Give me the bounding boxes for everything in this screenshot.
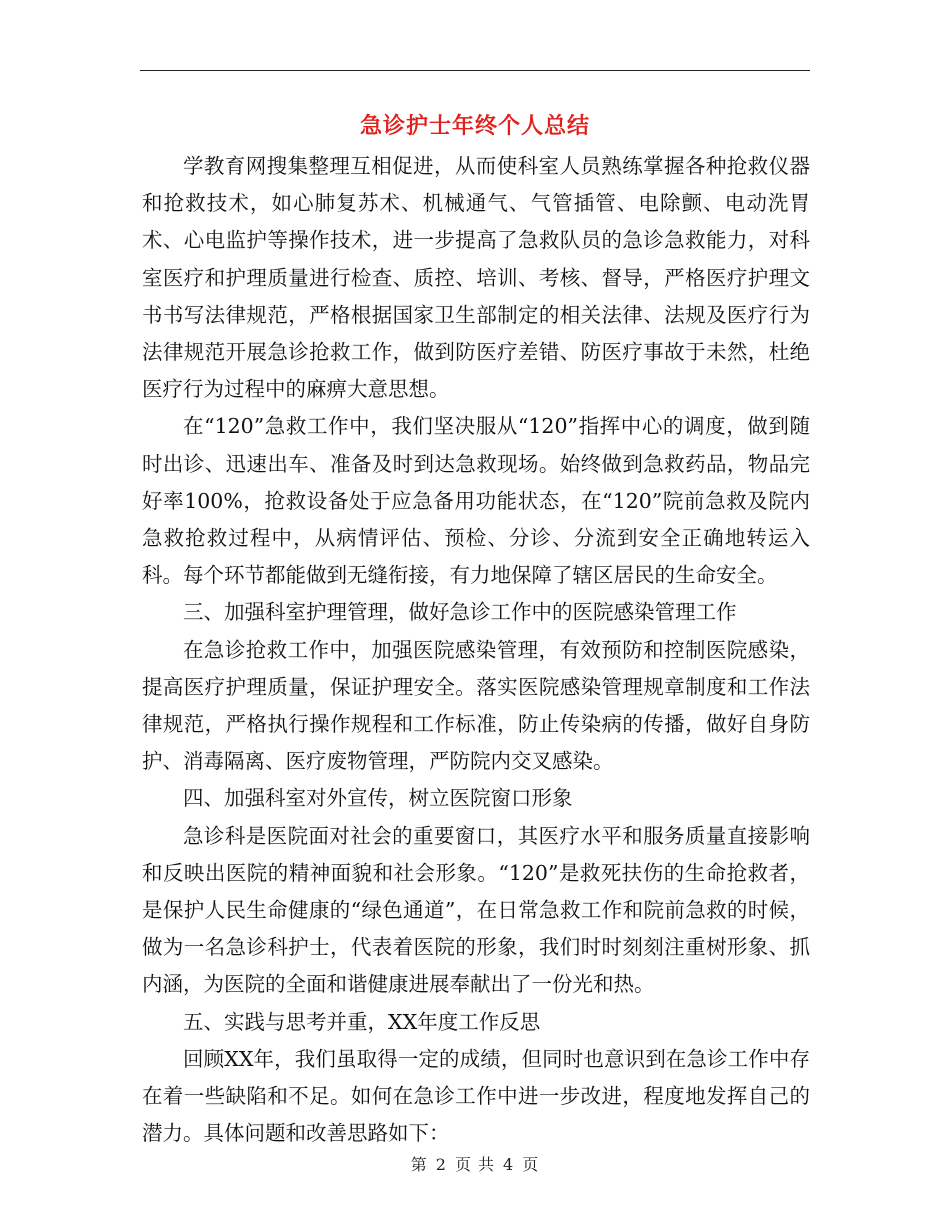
page-footer: [0, 1152, 950, 1175]
paragraph: 回顾XX年，我们虽取得一定的成绩，但同时也意识到在急诊工作中存在着一些缺陷和不足。如何在急诊工作中进一步改进，程度地发挥自己的潜力。具体问题和改善思路如下：: [142, 1046, 810, 1146]
paragraph: 在急诊抢救工作中，加强医院感染管理，有效预防和控制医院感染，提高医疗护理质量，保证护理安全。落实医院感染管理规章制度和工作法律规范，严格执行操作规程和工作标准，防止传染病的传播，做好自身防护、消毒隔离、医疗废物管理，严防院内交叉感染。: [142, 637, 810, 774]
footer-total-pages: 4: [503, 1155, 515, 1174]
document-body: [142, 148, 810, 1152]
section-heading: 五、实践与思考并重，XX年度工作反思: [183, 1009, 541, 1034]
section-heading: 四、加强科室对外宣传，树立医院窗口形象: [183, 786, 573, 811]
footer-middle: 页 共: [454, 1155, 496, 1174]
header-rule: [140, 70, 810, 71]
section-heading: 三、加强科室护理管理，做好急诊工作中的医院感染管理工作: [183, 600, 737, 625]
document-title: 急诊护士年终个人总结: [359, 113, 590, 139]
footer-suffix: 页: [522, 1155, 540, 1174]
footer-page-number: 2: [435, 1155, 447, 1174]
paragraph: 学教育网搜集整理互相促进，从而使科室人员熟练掌握各种抢救仪器和抢救技术，如心肺复苏术、机械通气、气管插管、电除颤、电动洗胃术、心电监护等操作技术，进一步提高了急救队员的急诊急救能力，对科室医疗和护理质量进行检查、质控、培训、考核、督导，严格医疗护理文书书写法律规范，严格根据国家卫生部制定的相关法律、法规及医疗行为法律规范开展急诊抢救工作，做到防医疗差错、防医疗事故于未然，杜绝医疗行为过程中的麻痹大意思想。: [142, 154, 810, 402]
footer-prefix: 第: [410, 1155, 428, 1174]
paragraph: 急诊科是医院面对社会的重要窗口，其医疗水平和服务质量直接影响和反映出医院的精神面貌和社会形象。“120”是救死扶伤的生命抢救者，是保护人民生命健康的“绿色通道”，在日常急救工作和院前急救的时候，做为一名急诊科护士，代表着医院的形象，我们时时刻刻注重树形象、抓内涵，为医院的全面和谐健康进展奉献出了一份光和热。: [142, 823, 810, 997]
paragraph: 在“120”急救工作中，我们坚决服从“120”指挥中心的调度，做到随时出诊、迅速出车、准备及时到达急救现场。始终做到急救药品，物品完好率100%，抢救设备处于应急备用功能状态，在“120”院前急救及院内急救抢救过程中，从病情评估、预检、分诊、分流到安全正确地转运入科。每个环节都能做到无缝衔接，有力地保障了辖区居民的生命安全。: [142, 414, 810, 588]
